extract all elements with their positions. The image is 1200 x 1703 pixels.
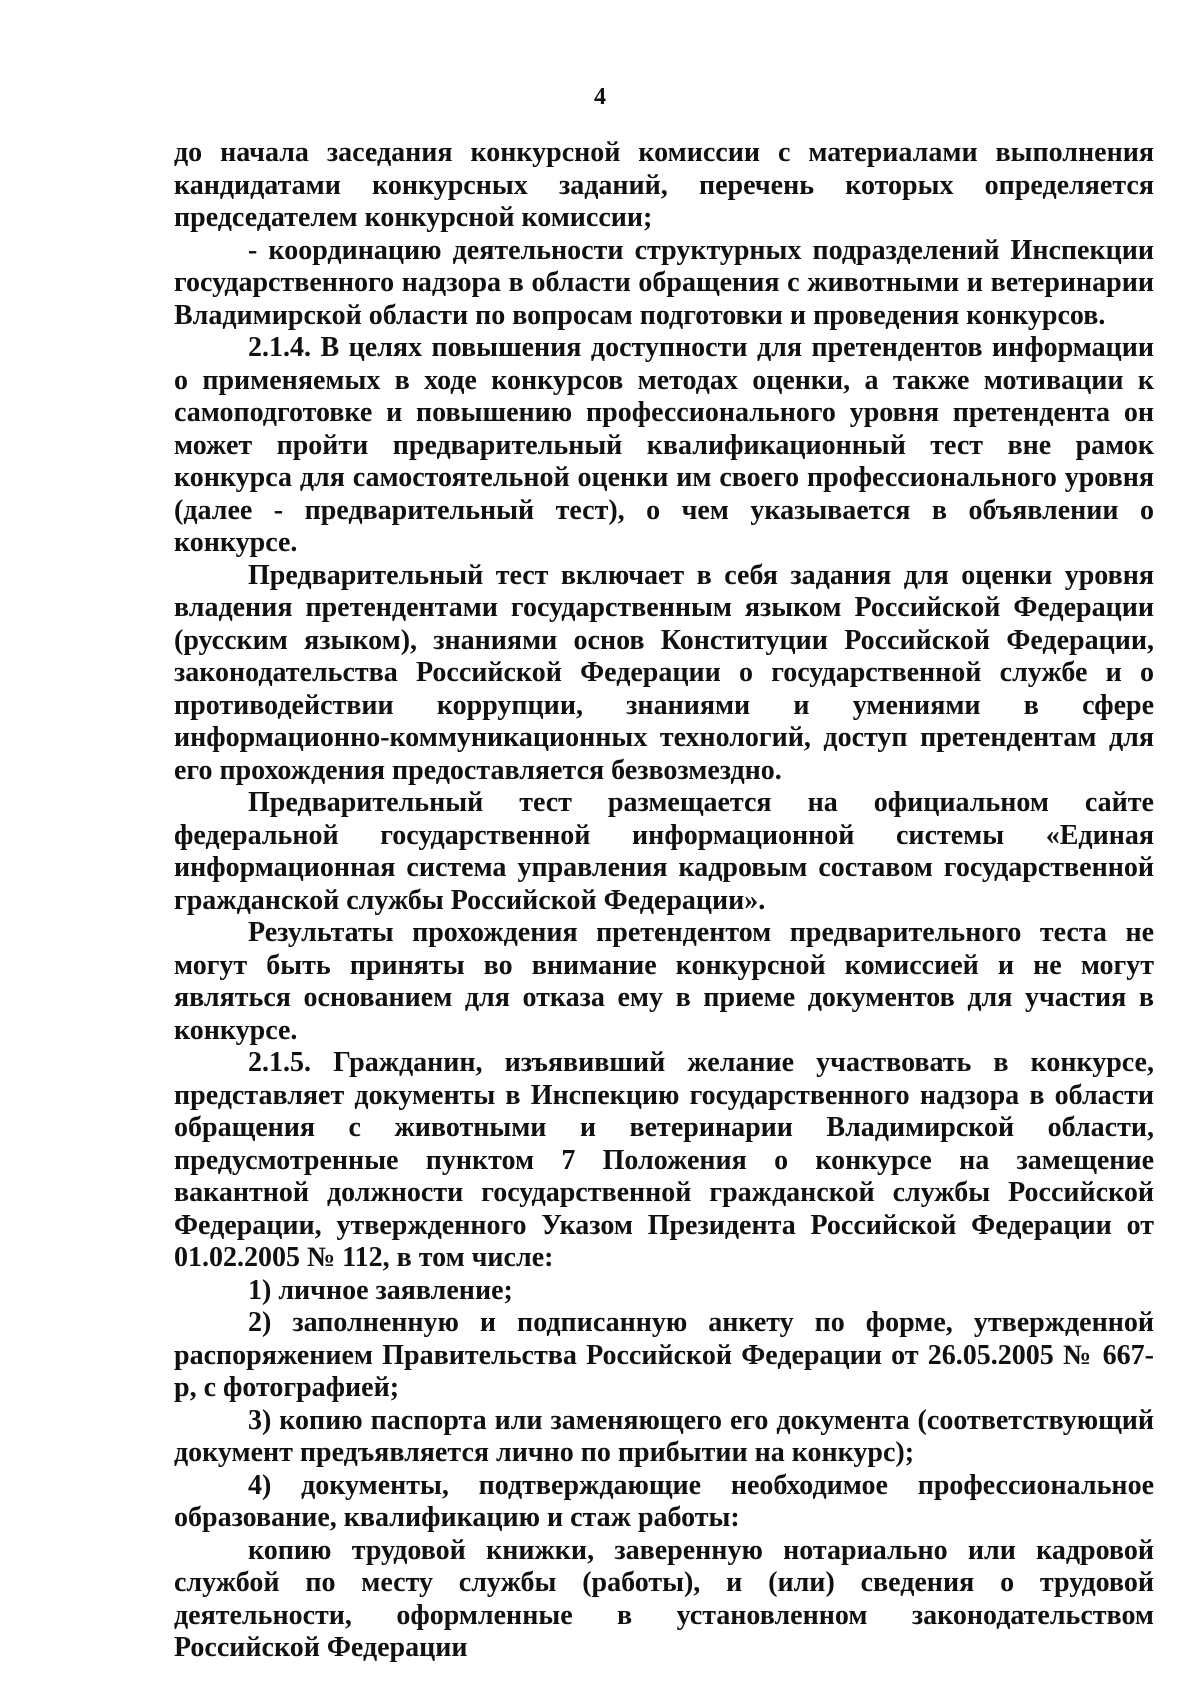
page-number: 4 bbox=[594, 84, 606, 110]
paragraph-2-1-5: 2.1.5. Гражданин, изъявивший желание участвовать в конкурсе, представляет документы в Инспекцию государственного надзора в области обращения с животными и ветеринарии Владимирской области, предусмотренные пунктом 7 Положения о конкурсе на замещение вакантной должности государственной гражданской службы Российской Федерации, утвержденного Указом Президента Российской Федерации от 01.02.2005 № 112, в том числе: bbox=[174, 1047, 1154, 1273]
paragraph-test-location: Предварительный тест размещается на официальном сайте федеральной государственной информационной системы «Единая информационная система управления кадровым составом государственной гражданской службы Российской Федерации». bbox=[174, 787, 1154, 916]
paragraph-test-results: Результаты прохождения претендентом предварительного теста не могут быть приняты во внимание конкурсной комиссией и не могут являться основанием для отказа ему в приеме документов для участия в конкурсе. bbox=[174, 917, 1154, 1046]
paragraph-work-record: копию трудовой книжки, заверенную нотариально или кадровой службой по месту службы (работы), и (или) сведения о трудовой деятельности, оформленные в установленном законодательством Российской Федерации bbox=[174, 1534, 1154, 1663]
paragraph-test-content: Предварительный тест включает в себя задания для оценки уровня владения претендентами государственным языком Российской Федерации (русским языком), знаниями основ Конституции Российской Федерации, законодательства Российской Федерации о государственной службе и о противодействии коррупции, знаниями и умениями в сфере информационно-коммуникационных технологий, доступ претендентам для его прохождения предоставляется безвозмездно. bbox=[174, 559, 1154, 786]
paragraph-continuation: до начала заседания конкурсной комиссии с материалами выполнения кандидатами конкурсных заданий, перечень которых определяется председателем конкурсной комиссии; bbox=[174, 137, 1154, 233]
list-item-4: 4) документы, подтверждающие необходимое профессиональное образование, квалификацию и стаж работы: bbox=[174, 1469, 1154, 1533]
list-item-2: 2) заполненную и подписанную анкету по форме, утвержденной распоряжением Правительства Российской Федерации от 26.05.2005 № 667-р, с фотографией; bbox=[174, 1307, 1154, 1403]
paragraph-2-1-4: 2.1.4. В целях повышения доступности для претендентов информации о применяемых в ходе конкурсов методах оценки, а также мотивации к самоподготовке и повышению профессионального уровня претендента он может пройти предварительный квалификационный тест вне рамок конкурса для самостоятельной оценки им своего профессионального уровня (далее - предварительный тест), о чем указывается в объявлении о конкурсе. bbox=[174, 332, 1154, 558]
list-item-1: 1) личное заявление; bbox=[248, 1274, 513, 1306]
paragraph-coordination: - координацию деятельности структурных подразделений Инспекции государственного надзора в области обращения с животными и ветеринарии Владимирской области по вопросам подготовки и проведения конкурсов. bbox=[174, 234, 1154, 331]
list-item-3: 3) копию паспорта или заменяющего его документа (соответствующий документ предъявляется лично по прибытии на конкурс); bbox=[174, 1404, 1154, 1468]
document-body bbox=[174, 137, 1154, 1665]
